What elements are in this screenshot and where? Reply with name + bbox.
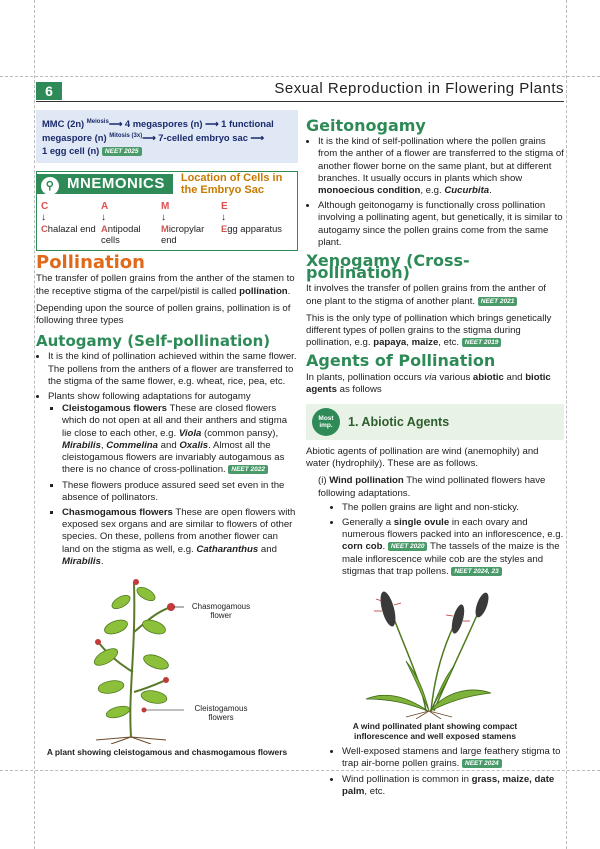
neet-tag: NEET 2021 bbox=[478, 297, 518, 306]
wind-plant-figure bbox=[306, 581, 564, 719]
mnemonics-subtitle: Location of Cells in the Embryo Sac bbox=[180, 172, 283, 197]
paragraph: It involves the transfer of pollen grains from the anther of one plant to the stigma of another plant. NEET 2021 bbox=[306, 283, 546, 307]
list-item: • Although geitonogamy is functionally cross pollination involving a pollinating agent, but genetically, it is similar to autogamy since the pollen grains come from the same plant. bbox=[318, 200, 564, 249]
list-item: ▪ Cleistogamous flowers These are closed flowers which do not open at all and their anthers and stigma lie close to each other, e.g. Viola (common pansy), Mirabilis, Commelina and Oxalis. Almost all the cleistogamous flowers are invariably autogamous as there is no chance of cross-pollination. NEET 2022 bbox=[62, 403, 298, 476]
guide-line bbox=[0, 76, 600, 77]
running-title: Sexual Reproduction in Flowering Plants bbox=[274, 80, 564, 97]
paragraph: Abiotic agents of pollination are wind (anemophily) and water (hydrophily). These are as follows. bbox=[306, 446, 539, 470]
list-item: ▪ Chasmogamous flowers These are open flowers with exposed sex organs and are similar to flowers of other species. On these, pollens from another flower can land on the stigma as well, e.g. Catharanthus and Mirabilis. bbox=[62, 507, 298, 568]
section-heading: Pollination bbox=[36, 252, 145, 274]
neet-tag: NEET 2025 bbox=[102, 147, 142, 156]
figure-caption: A wind pollinated plant showing compact inflorescence and well exposed stamens bbox=[352, 721, 518, 742]
most-important-badge: Most imp. bbox=[312, 408, 340, 436]
magnifier-icon: ⚲ bbox=[41, 177, 59, 195]
page-number: 6 bbox=[36, 82, 62, 100]
wind-plant-illustration bbox=[306, 581, 564, 719]
neet-tag: NEET 2020 bbox=[388, 542, 428, 551]
list-item: • Plants show following adaptations for autogamy ▪ Cleistogamous flowers These are closed flowers which do not open at all and their anthers and stigma lie close to each other, e.g. Viola (common pansy), Mirabilis, Commelina and Oxalis. Almost all the cleistogamous flowers are invariably autogamous as there is no chance of cross-pollination. NEET 2022 ▪ These flowers produce assured seed set even in the absence of pollinators. ▪ Chasmogamous flowers These are open flowers with exposed sex organs and are similar to flowers of other species. On these, pollens from another flower can land on the stigma as well, e.g. Catharanthus and Mirabilis. bbox=[48, 391, 298, 568]
list-item: • Wind pollination is common in grass, maize, date palm, etc. bbox=[342, 774, 564, 798]
list-item: • It is the kind of pollination achieved within the same flower. The pollens from the anthers of a flower are transferred to the stigma of the same flower, e.g. wheat, rice, pea, etc. bbox=[48, 351, 298, 388]
paragraph: (i) Wind pollination The wind pollinated flowers have following adaptations. bbox=[318, 475, 546, 499]
mnemonics-box bbox=[36, 171, 298, 251]
left-column bbox=[36, 110, 298, 763]
mnemonic-item: A ↓ Antipodal cells bbox=[101, 201, 141, 246]
right-column bbox=[306, 110, 564, 801]
section-heading: Geitonogamy bbox=[306, 116, 426, 135]
plant-illustration bbox=[36, 572, 298, 744]
neet-tag: NEET 2022 bbox=[228, 465, 268, 474]
guide-line bbox=[34, 0, 35, 849]
mmc-box: MMC (2n) $^{Meiosis}$⟶ 4 megaspores (n) ⟶ 1 functional megaspore (n) $^{Mitosis (3x)}$⟶ 7-celled embryo sac ⟶ 1 egg cell (n) NEET 2025 bbox=[36, 110, 298, 163]
mnemonic-item: E ↓ Egg apparatus bbox=[221, 201, 282, 235]
neet-tag: NEET 2024 bbox=[462, 759, 502, 768]
header-rule bbox=[36, 101, 564, 102]
section-heading: Autogamy (Self-pollination) bbox=[36, 332, 271, 351]
paragraph: The transfer of pollen grains from the anther of the stamen to the receptive stigma of the carpel/pistil is called pollination. bbox=[36, 273, 295, 297]
guide-line bbox=[566, 0, 567, 849]
section-heading: Xenogamy (Cross-pollination) bbox=[306, 251, 470, 283]
figure-label: Cleistogamous flowers bbox=[194, 703, 248, 722]
list-item: • It is the kind of self-pollination where the pollen grains from the anther of a flower are transferred to the stigma of another flower borne on the same plant, but at different branches. It usually occurs in plants which show monoecious condition, e.g. Cucurbita. bbox=[318, 136, 564, 197]
list-item: • Well-exposed stamens and large feathery stigma to trap air-borne pollen grains. NEET 2024 bbox=[342, 746, 564, 770]
mnemonic-item: M ↓ Micropylar end bbox=[161, 201, 205, 246]
paragraph: This is the only type of pollination which brings genetically different types of pollen grains to the stigma during pollination, e.g. papaya, maize, etc. NEET 2019 bbox=[306, 312, 552, 349]
list-item: ▪ These flowers produce assured seed set even in the absence of pollinators. bbox=[62, 480, 298, 504]
list-item: • Generally a single ovule in each ovary and numerous flowers packed into an inflorescence, e.g. corn cob. NEET 2020 The tassels of the maize is the male inflorescence while cob are the styles and stigmas that trap pollens. NEET 2024, 23 bbox=[342, 517, 564, 578]
paragraph: In plants, pollination occurs via various abiotic and biotic agents as follows bbox=[306, 371, 551, 395]
figure-label: Chasmogamous flower bbox=[191, 601, 251, 620]
neet-tag: NEET 2019 bbox=[462, 338, 502, 347]
mnemonics-title: ⚲ MNEMONICS bbox=[37, 174, 173, 194]
paragraph: Depending upon the source of pollen grains, pollination is of following three types bbox=[36, 302, 291, 327]
list-item: • The pollen grains are light and non-sticky. bbox=[342, 502, 564, 514]
abiotic-agents-banner bbox=[306, 404, 564, 440]
subsection-title: 1. Abiotic Agents bbox=[348, 414, 450, 429]
plant-figure bbox=[36, 572, 298, 744]
figure-caption: A plant showing cleistogamous and chasmogamous flowers bbox=[46, 746, 288, 757]
neet-tag: NEET 2024, 23 bbox=[451, 567, 501, 576]
section-heading: Agents of Pollination bbox=[306, 351, 496, 371]
mnemonic-item: C ↓ Chalazal end bbox=[41, 201, 96, 235]
